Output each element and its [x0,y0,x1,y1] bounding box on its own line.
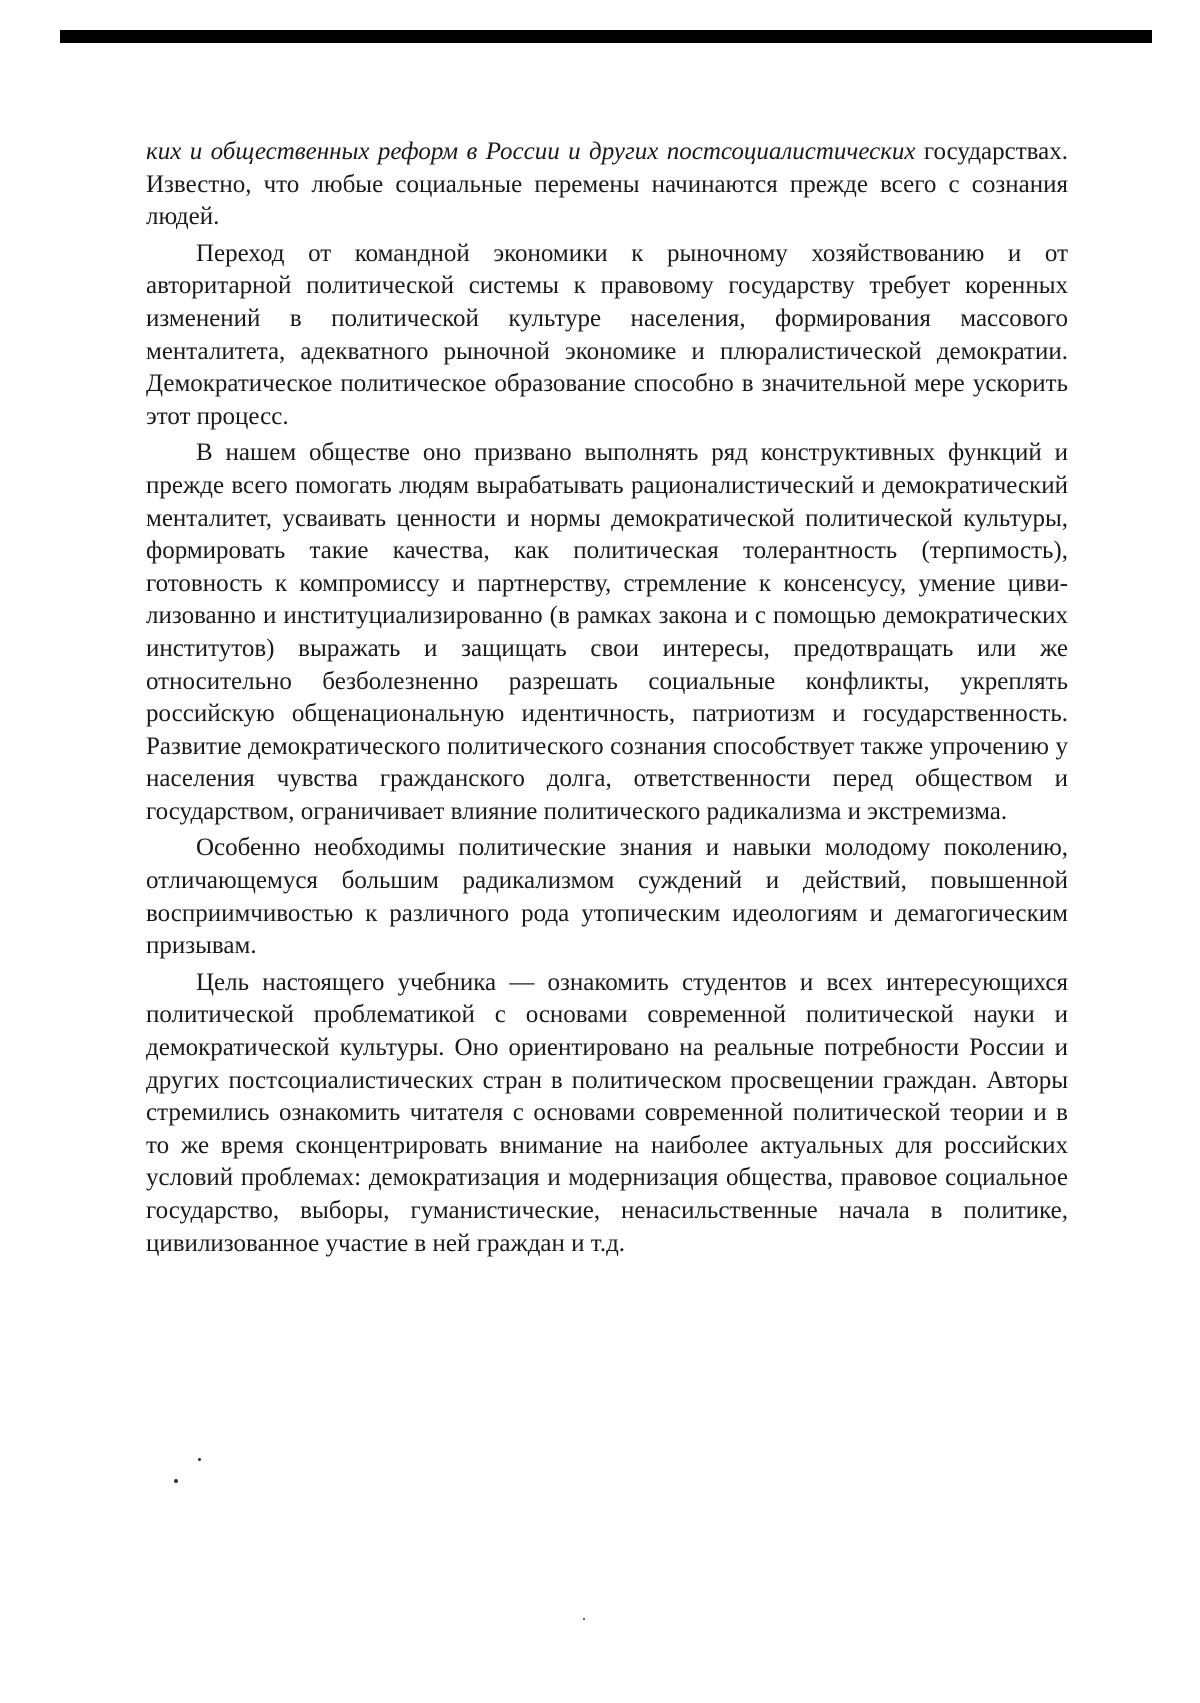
paragraph-3: В нашем обществе оно призвано выполнять ряд конструктивных функций и прежде всего помогать людям вырабатывать рационалистический и демократический менталитет, усваивать ценности и нормы демократической политической культуры, формировать такие качества, как политическая толерантность (терпимость), готовность к компромиссу и партнерству, стремление к консенсусу, умение цивилизованно и институциализированно (в рамках закона и с помощью демократических институтов) выражать и защищать свои интересы, предотвращать или же относительно безболезненно разрешать социальные конфликты, укреплять российскую общенациональную идентичность, патриотизм и государственность. Развитие демократического политического сознания способствует также упрочению у населения чувства гражданского долга, ответственности перед обществом и государством, ограничивает влияние политического радикализма и экстремизма. [146,439,1068,825]
paragraph-1-text: государствах. Известно, что любые социальные перемены начинаются прежде всего с сознания людей. [146,138,1068,231]
paragraph-2: Переход от командной экономики к рыночному хозяйствованию и от авторитарной политической системы к правовому государству требует коренных изменений в политической культуре населения, формирования массового менталитета, адекватного рыночной экономике и плюралистической демократии. Демократическое политическое образование способно в значительной мере ускорить этот процесс. [146,239,1068,430]
scan-speck [174,1479,178,1483]
paragraph-1-italic-lead: ких и общественных реформ в России и других постсоциалистических [146,138,916,165]
scan-speck [583,1618,585,1620]
scan-speck [198,1458,201,1461]
paragraph-5: Цель настоящего учебника — ознакомить студентов и всех интересующихся политической проблематикой с основами современной политической науки и демократической культуры. Оно ориентировано на реальные потребности России и других постсоциалистических стран в политическом просвещении граждан. Авторы стремились ознакомить читателя с основами современной политической теории и в то же время сконцентрировать внимание на наиболее актуальных для российских условий проблемах: демократизация и модернизация общества, правовое социальное государство, выборы, гуманистические, ненасильственные начала в политике, цивилизованное участие в ней граждан и т.д. [146,968,1068,1257]
paragraph-4: Особенно необходимы политические знания и навыки молодому поколению, отличающемуся большим радикализмом суждений и действий, повышенной восприимчивостью к различного рода утопическим идеологиям и демагогическим призывам. [146,834,1068,960]
page-body-text [146,136,1068,1260]
top-rule [60,30,1152,43]
paragraph-1 [146,136,1068,234]
